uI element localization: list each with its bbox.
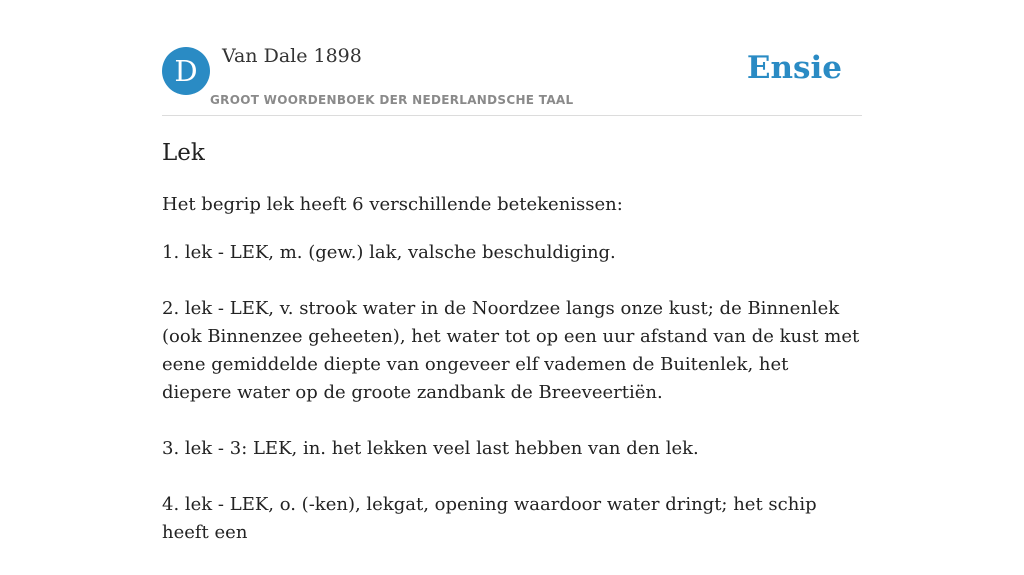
page-title: Lek (162, 140, 205, 166)
definition-item: 4. lek - LEK, o. (-ken), lekgat, opening waardoor water dringt; het schip heeft een (162, 494, 817, 543)
brand-logo-link[interactable]: Ensie (746, 50, 842, 86)
content-container (162, 0, 862, 543)
definition-item: 1. lek - LEK, m. (gew.) lak, valsche beschuldiging. (162, 242, 616, 263)
definitions-intro: Het begrip lek heeft 6 verschillende betekenissen: (162, 194, 623, 215)
source-logo[interactable]: D (162, 47, 210, 95)
definition-item: 3. lek - 3: LEK, in. het lekken veel last hebben van den lek. (162, 438, 699, 459)
definitions-list (162, 239, 862, 575)
source-title[interactable]: Van Dale 1898 (222, 45, 362, 67)
definition-item: 2. lek - LEK, v. strook water in de Noordzee langs onze kust; de Binnenlek (ook Binnenzee geheeten), het water tot op een uur afstand van de kust met eene gemiddelde diepte van ongeveer elf vademen de Buitenlek, het diepere water op de groote zandbank de Breeveertiën. (162, 298, 860, 403)
source-subtitle: GROOT WOORDENBOEK DER NEDERLANDSCHE TAAL (210, 93, 574, 107)
header (162, 0, 862, 116)
